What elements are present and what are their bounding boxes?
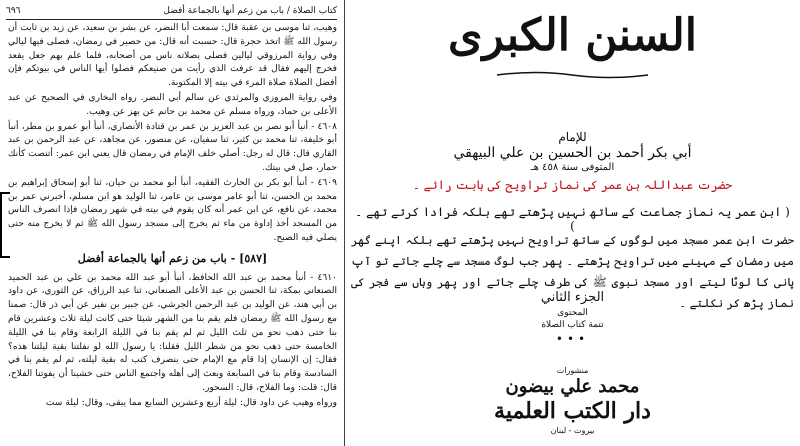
- urdu-paragraph: حضرت ابن عمر مسجد میں لوگوں کے ساتھ تراویح نہیں پڑھتے تھے بلکہ اپنے گھر میں رمضان کے مہینے میں تراویح پڑھتے ۔ پھر جب لوگ مسجد سے چلے جاتے تو آپ پانی کا لوٹا لیتے اور مسجد نبوی ﷺ کی طرف چلے جاتے اور پھر وہاں سے فجر کی نماز پڑھ کر نکلتے ۔: [351, 233, 794, 310]
- title-ornament-icon: [495, 70, 650, 80]
- publisher-label: منشورات: [556, 366, 589, 375]
- paragraph: ورواه وهيب عن داود قال: ليلة أربع وعشرين السابع مما يبقى، وقال: ليلة ست: [45, 397, 337, 408]
- left-page: [0, 0, 345, 446]
- publisher-house: دار الكتب العلمية: [494, 398, 651, 424]
- contents-value: تتمة كتاب الصلاة: [541, 320, 604, 330]
- paragraph: وهيب، ثنا موسى بن عقبة قال: سمعت أبا النضر، عن بشر بن سعيد، عن زيد بن ثابت أن رسول الله ﷺ اتخذ حجرة قال: حسبت أنه قال: من حصير في رمضان، فصلى فيها ليالي وفي رواية المرزوقي ليالين فصلى بصلاته ناس من أصحابه، فلما علم بهم جعل يقعد فخرج إليهم فقال قد عرفت الذي رأيت من صنيعكم فصلوا أيها الناس في بيوتكم فإن أفضل الصلاة صلاة المرء في بيته إلا المكتوبة.: [8, 23, 337, 89]
- paragraph-highlighted: ٤٦٠٩ - أنبأ أبو بكر بن الحارث الفقيه، أنبأ أبو محمد بن حيان، ثنا أبو إسحاق إبراهيم بن محمد بن الحسن، ثنا أبو عامر موسى بن عامر، ثنا الوليد هو ابن مسلم، أخبرني عمر بن محمد، عن نافع، عن ابن عمر أنه كان يقوم في بيته في شهر رمضان فإذا انصرف الناس من المسجد أخذ إداوة من ماء ثم يخرج إلى مسجد رسول الله ﷺ ثم لا يخرج منه حتى يصلي فيه الصبح.: [8, 177, 337, 243]
- death-year: المتوفى سنة ٤٥٨ هـ: [530, 162, 615, 173]
- section-title: [٥٨٧] - باب من زعم أنها بالجماعة أفضل: [77, 251, 268, 265]
- imam-label: للإمام: [558, 130, 587, 144]
- urdu-note: ( ابن عمر یہ نماز جماعت کے ساتھ نہیں پڑھتے تھے بلکہ فرادا کرتے تھے ۔ ): [355, 205, 790, 233]
- paragraph: ٤٦١٠ - أنبأ محمد بن عبد الله الحافظ، أنبأ أبو عبد الله محمد بن علي بن عبد الحميد الصنعاني بمكة، ثنا الحسن بن عبد الأعلى الصنعاني، ثنا عبد الرزاق، عن الثوري، عن داود بن أبي هند، عن الوليد بن عبد الرحمن الجرشي، عن جبير بن نفير عن أبي ذر قال: صمنا مع رسول الله ﷺ رمضان فلم يقم بنا من الشهر شيئا حتى كانت ليلة ثلاث وعشرين قام بنا حتى ذهب نحو من ثلث الليل ثم لم يقم بنا في الليلة الرابعة وقام بنا في الليلة الخامسة حتى ذهب نحو من شطر الليل فقلنا: يا رسول الله لو نفلتنا بقية ليلتنا هذه؟ فقال: إن الإنسان إذا قام مع الإمام حتى ينصرف كتب له بقية ليلته، ثم لم يقم بنا في السادسة وقام بنا في السابعة وبعث إلى أهله واجتمع الناس حتى خشينا أن يفوتنا الفلاح، قال: قلت: وما الفلاح، قال: السحور.: [8, 272, 337, 393]
- page-number: ٦٩٦: [6, 6, 21, 16]
- urdu-red-heading: حضرت عبداللہ بن عمر کی نماز تراویح کی بابت رائے ۔: [412, 178, 733, 192]
- page-header: [6, 4, 337, 18]
- contents-label: المحتوى: [557, 308, 588, 318]
- paragraph: وفي رواية المروزي والمرثدي عن سالم أبي النضر. رواه البخاري في الصحيح عن عبد الأعلى بن حماد، ورواه مسلم عن محمد بن حاتم عن بهز عن وهيب.: [8, 92, 337, 117]
- publisher-name: محمد علي بيضون: [505, 376, 640, 397]
- left-page-body: [8, 22, 337, 412]
- ornament-dots: •••: [555, 332, 590, 346]
- paragraph: ٤٦٠٨ - أنبأ أبو نصر بن عبد العزيز بن عمر بن قتادة الأنصاري، أنبأ أبو عمرو بن مطر، أنبأ أبو خليفة، ثنا محمد بن كثير، ثنا سفيان، عن منصور، عن مجاهد، عن عبد الرحمن بن عبد القاري قال: قال له رجل: أصلي خلف الإمام في رمضان قال يعني ابن عمر: أتنصت كأنك حمار، صل في بيتك.: [8, 121, 337, 173]
- part-label: الجزء الثاني: [540, 290, 605, 305]
- publisher-city: بيروت - لبنان: [550, 426, 595, 435]
- header-rule: [6, 19, 337, 20]
- running-title: كتاب الصلاة / باب من زعم أنها بالجماعة أفضل: [163, 6, 337, 16]
- right-page: [345, 0, 800, 446]
- author-name: أبي بكر أحمد بن الحسين بن علي البيهقي: [453, 145, 692, 161]
- book-title: السنن الكبرى: [448, 10, 697, 61]
